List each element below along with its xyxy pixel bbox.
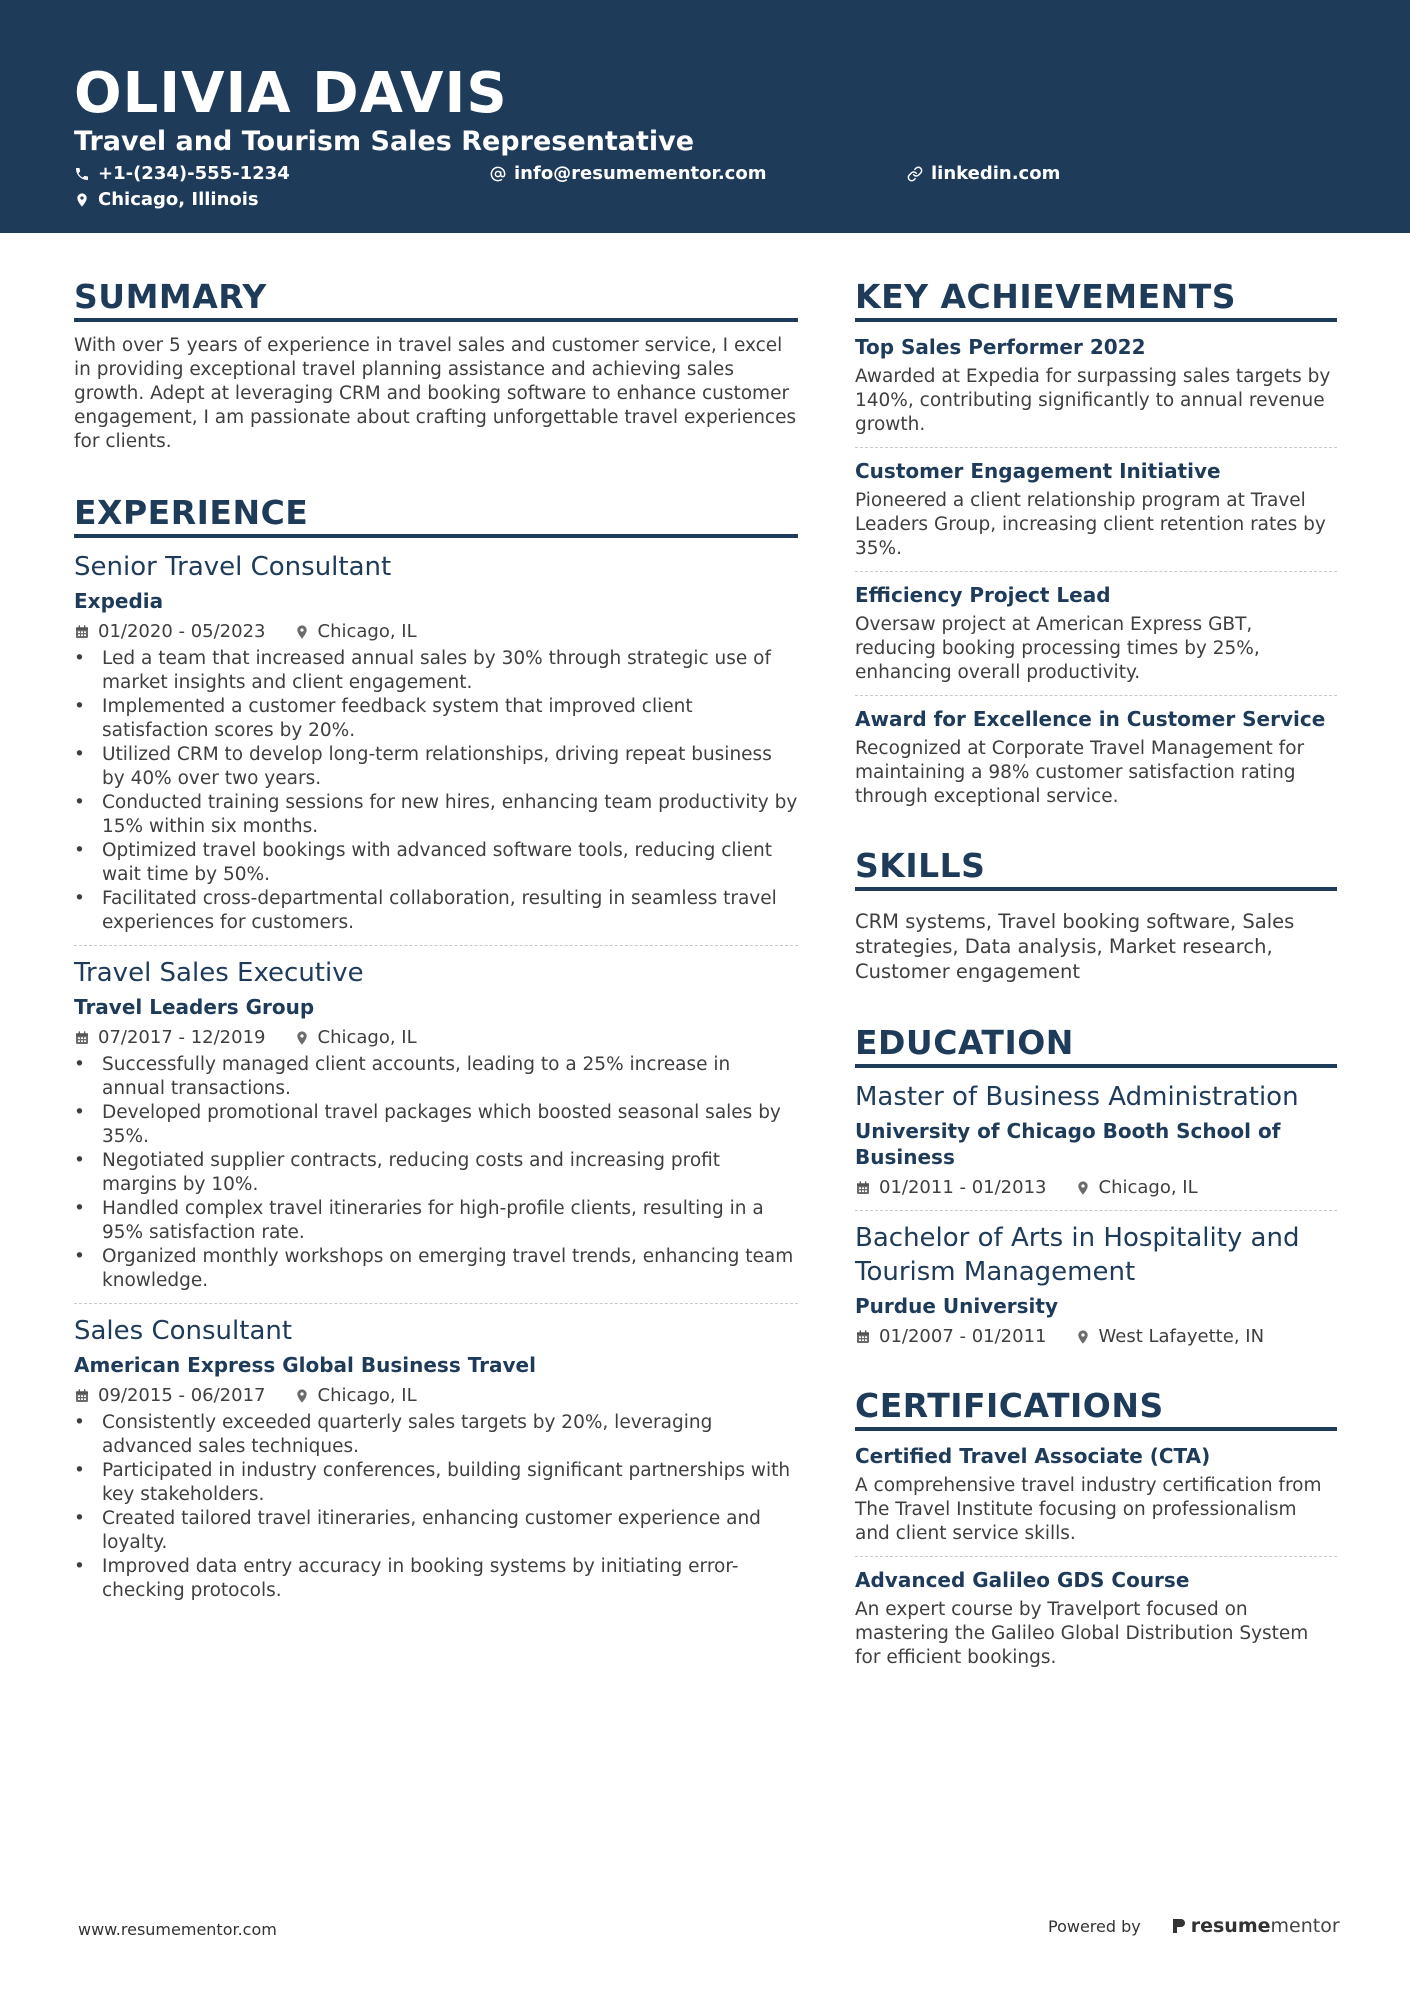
calendar-icon [855, 1180, 871, 1196]
job-title: Senior Travel Consultant [74, 552, 392, 582]
school-name: Purdue University [855, 1294, 1058, 1318]
job-entry [74, 1314, 798, 1603]
company-name: American Express Global Business Travel [74, 1353, 536, 1377]
certification-item [855, 1567, 1337, 1670]
bullet-item: • Utilized CRM to develop long-term relationships, driving repeat business by 40% over two years. [74, 743, 798, 791]
experience-list [74, 550, 798, 1603]
skills-text: CRM systems, Travel booking software, Sales strategies, Data analysis, Market research, Customer engagement [855, 910, 1295, 983]
date-text: 01/2011 - 01/2013 [879, 1177, 1047, 1198]
achievement-item [855, 706, 1337, 809]
bullet-item: • Facilitated cross-departmental collaboration, resulting in seamless travel experiences for customers. [74, 887, 798, 935]
section-divider [74, 1303, 798, 1304]
certifications-heading: CERTIFICATIONS [855, 1385, 1337, 1431]
job-title: Sales Consultant [74, 1316, 293, 1346]
candidate-title: Travel and Tourism Sales Representative [74, 126, 695, 157]
location [294, 1384, 417, 1408]
location-pin-icon [1075, 1329, 1091, 1345]
education-list [855, 1080, 1337, 1349]
brand-bold: resume [1190, 1915, 1271, 1937]
location-pin-icon [1075, 1180, 1091, 1196]
right-column [855, 276, 1337, 1670]
contact-phone[interactable] [74, 162, 290, 186]
section-divider [74, 945, 798, 946]
location-text: West Lafayette, IN [1098, 1326, 1265, 1347]
powered-by-text: Powered by [1048, 1916, 1141, 1936]
achievement-item [855, 458, 1337, 561]
school-name: University of Chicago Booth School of Business [855, 1119, 1281, 1169]
bullet-item: • Conducted training sessions for new hires, enhancing team productivity by 15% within six months. [74, 791, 798, 839]
job-bullets [74, 1053, 798, 1293]
date-location-row [74, 620, 798, 644]
job-bullets [74, 1411, 798, 1603]
achievement-item [855, 334, 1337, 437]
calendar-icon [74, 1030, 90, 1046]
achievement-item [855, 582, 1337, 685]
certification-item [855, 1443, 1337, 1546]
brand-logo[interactable] [1171, 1915, 1340, 1937]
certifications-list [855, 1443, 1337, 1670]
location [294, 620, 417, 644]
certification-desc: An expert course by Travelport focused on mastering the Galileo Global Distribution System for efficient bookings. [855, 1599, 1309, 1668]
contact-email[interactable] [490, 162, 766, 186]
section-divider [855, 447, 1337, 448]
bullet-item: • Handled complex travel itineraries for high-profile clients, resulting in a 95% satisfaction rate. [74, 1197, 798, 1245]
bullet-item: • Implemented a customer feedback system that improved client satisfaction scores by 20%. [74, 695, 798, 743]
link-icon [907, 166, 923, 182]
footer-branding [1048, 1915, 1340, 1937]
degree-title: Master of Business Administration [855, 1082, 1299, 1112]
education-item [855, 1080, 1337, 1200]
certification-desc: A comprehensive travel industry certification from The Travel Institute focusing on professionalism and client service skills. [855, 1475, 1322, 1544]
achievement-desc: Oversaw project at American Express GBT, reducing booking processing times by 25%, enhancing overall productivity. [855, 614, 1260, 683]
date-location-row [74, 1026, 798, 1050]
date-range [74, 620, 266, 644]
date-location-row [855, 1176, 1337, 1200]
section-divider [855, 695, 1337, 696]
date-range [74, 1026, 266, 1050]
job-title: Travel Sales Executive [74, 958, 364, 988]
summary-heading: SUMMARY [74, 276, 798, 322]
footer-website[interactable]: www.resumementor.com [78, 1920, 277, 1939]
candidate-name: OLIVIA DAVIS [74, 61, 508, 126]
achievement-title: Efficiency Project Lead [855, 583, 1111, 607]
achievements-heading: KEY ACHIEVEMENTS [855, 276, 1337, 322]
contact-linkedin[interactable] [907, 162, 1060, 186]
summary-text: With over 5 years of experience in travel sales and customer service, I excel in providing exceptional travel planning assistance and achieving sales growth. Adept at leveraging CRM and booking software to enhance customer engagement, I am passionate about crafting unforgettable travel experiences for clients. [74, 335, 797, 452]
achievement-title: Customer Engagement Initiative [855, 459, 1221, 483]
date-range [74, 1384, 266, 1408]
section-divider [855, 1556, 1337, 1557]
brand-mark-icon [1171, 1917, 1187, 1935]
date-location-row [74, 1384, 798, 1408]
calendar-icon [855, 1329, 871, 1345]
degree-title: Bachelor of Arts in Hospitality and Tourism Management [855, 1223, 1300, 1287]
location-text: Chicago, Illinois [98, 189, 259, 210]
resume-header [0, 0, 1410, 233]
education-heading: EDUCATION [855, 1022, 1337, 1068]
achievement-title: Award for Excellence in Customer Service [855, 707, 1326, 731]
date-text: 07/2017 - 12/2019 [98, 1027, 266, 1048]
section-divider [855, 571, 1337, 572]
location-text: Chicago, IL [1098, 1177, 1198, 1198]
skills-heading: SKILLS [855, 845, 1337, 891]
bullet-item: • Participated in industry conferences, building significant partnerships with key stakeholders. [74, 1459, 798, 1507]
company-name: Travel Leaders Group [74, 995, 315, 1019]
certification-title: Advanced Galileo GDS Course [855, 1568, 1190, 1592]
email-text: info@resumementor.com [514, 163, 767, 184]
date-text: 09/2015 - 06/2017 [98, 1385, 266, 1406]
date-text: 01/2020 - 05/2023 [98, 621, 266, 642]
achievement-title: Top Sales Performer 2022 [855, 335, 1146, 359]
job-bullets [74, 647, 798, 935]
certification-title: Certified Travel Associate (CTA) [855, 1444, 1211, 1468]
at-icon [490, 166, 506, 182]
calendar-icon [74, 624, 90, 640]
bullet-item: • Consistently exceeded quarterly sales targets by 20%, leveraging advanced sales techniques. [74, 1411, 798, 1459]
bullet-item: • Developed promotional travel packages which boosted seasonal sales by 35%. [74, 1101, 798, 1149]
location-text: Chicago, IL [317, 1385, 417, 1406]
company-name: Expedia [74, 589, 164, 613]
achievement-desc: Recognized at Corporate Travel Management for maintaining a 98% customer satisfaction rating through exceptional service. [855, 738, 1305, 807]
date-range [855, 1176, 1047, 1200]
phone-icon [74, 166, 90, 182]
date-range [855, 1325, 1047, 1349]
phone-text: +1-(234)-555-1234 [98, 163, 290, 184]
calendar-icon [74, 1388, 90, 1404]
education-item [855, 1221, 1337, 1349]
location-pin-icon [74, 192, 90, 208]
location-pin-icon [294, 624, 310, 640]
achievement-desc: Pioneered a client relationship program at Travel Leaders Group, increasing client retention rates by 35%. [855, 490, 1326, 559]
bullet-item: • Optimized travel bookings with advanced software tools, reducing client wait time by 50%. [74, 839, 798, 887]
location-pin-icon [294, 1388, 310, 1404]
bullet-item: • Negotiated supplier contracts, reducing costs and increasing profit margins by 10%. [74, 1149, 798, 1197]
contact-location [74, 188, 259, 212]
section-divider [855, 1210, 1337, 1211]
date-text: 01/2007 - 01/2011 [879, 1326, 1047, 1347]
linkedin-text: linkedin.com [931, 163, 1061, 184]
left-column [74, 276, 798, 1603]
bullet-item: • Organized monthly workshops on emerging travel trends, enhancing team knowledge. [74, 1245, 798, 1293]
location-text: Chicago, IL [317, 1027, 417, 1048]
experience-heading: EXPERIENCE [74, 492, 798, 538]
bullet-item: • Successfully managed client accounts, leading to a 25% increase in annual transactions. [74, 1053, 798, 1101]
location-text: Chicago, IL [317, 621, 417, 642]
job-entry [74, 956, 798, 1293]
location [1075, 1325, 1265, 1349]
location-pin-icon [294, 1030, 310, 1046]
brand-rest: mentor [1270, 1915, 1340, 1937]
date-location-row [855, 1325, 1337, 1349]
bullet-item: • Led a team that increased annual sales by 30% through strategic use of market insights and client engagement. [74, 647, 798, 695]
location [1075, 1176, 1198, 1200]
achievement-desc: Awarded at Expedia for surpassing sales targets by 140%, contributing significantly to annual revenue growth. [855, 366, 1331, 435]
location [294, 1026, 417, 1050]
bullet-item: • Created tailored travel itineraries, enhancing customer experience and loyalty. [74, 1507, 798, 1555]
bullet-item: • Improved data entry accuracy in booking systems by initiating error-checking protocols. [74, 1555, 798, 1603]
achievements-list [855, 334, 1337, 809]
job-entry [74, 550, 798, 935]
